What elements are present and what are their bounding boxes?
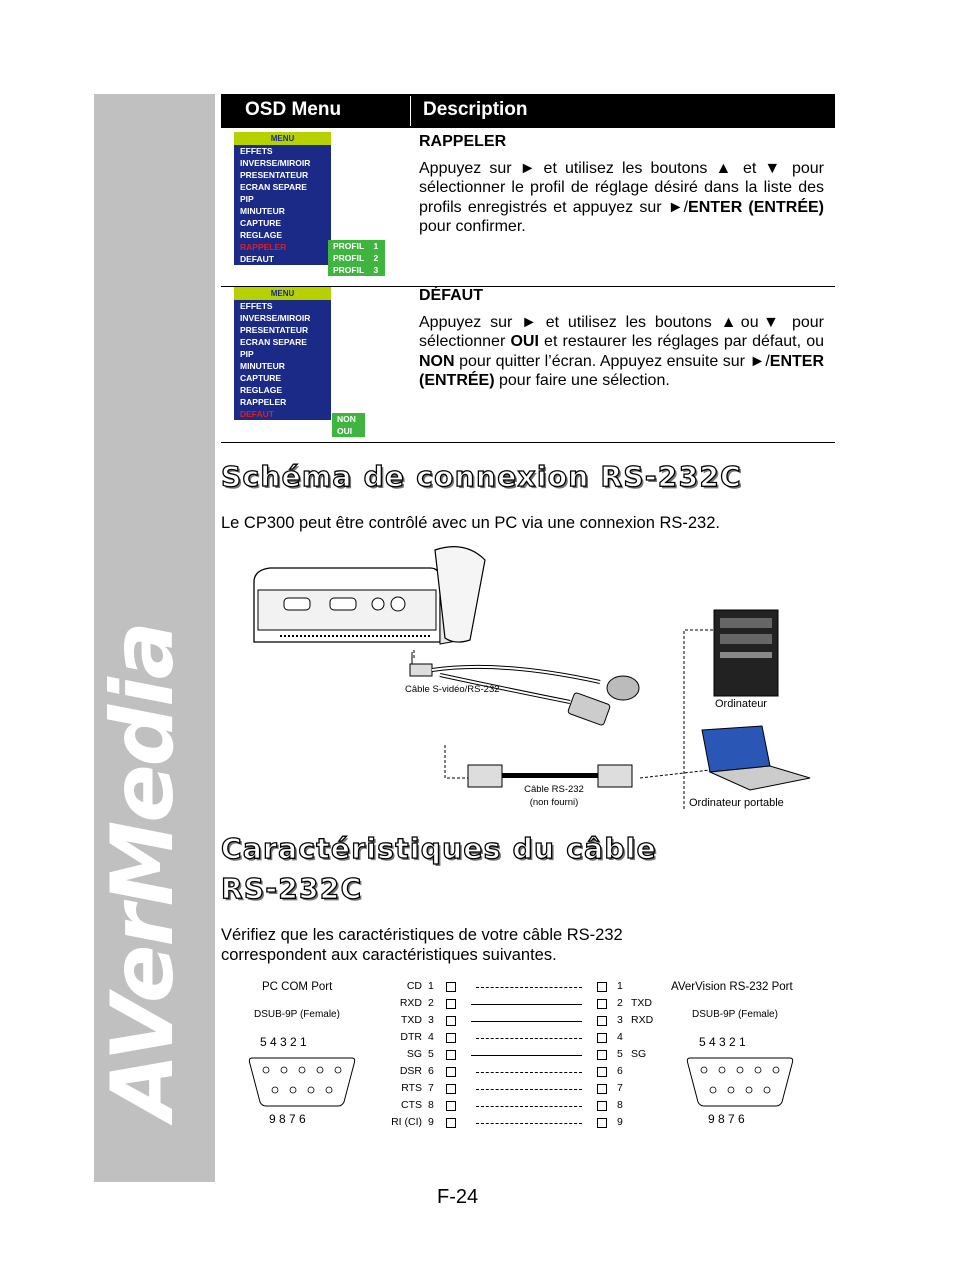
pin-signal-left: RXD <box>399 997 422 1009</box>
label-pc-com-port: PC COM Port <box>262 981 333 993</box>
menu-item: PRESENTATEUR <box>240 325 309 335</box>
label-cable-svideo: Câble S-vidéo/RS-232 <box>405 684 500 695</box>
submenu-item: PROFIL 1 <box>333 241 379 251</box>
pin-row <box>0 1065 700 1082</box>
header-separator <box>410 96 411 126</box>
osd-menu-rappeler <box>234 132 331 265</box>
pin-box-left <box>446 1016 456 1026</box>
pin-box-right <box>597 982 607 992</box>
menu-item: REGLAGE <box>240 230 283 240</box>
pin-row <box>0 1082 700 1099</box>
av-top-pin-numbers: 5 4 3 2 1 <box>699 1035 746 1049</box>
pin-signal-left: DSR <box>399 1065 422 1077</box>
submenu-item: OUI <box>337 426 353 436</box>
desc-title: DÉFAUT <box>419 287 483 304</box>
caracteristiques-intro-1: Vérifiez que les caractéristiques de votre câble RS-232 <box>221 926 623 944</box>
section-title-caracteristiques-2: RS-232C <box>221 872 363 905</box>
menu-item: DEFAUT <box>240 254 274 264</box>
pc-top-pin-numbers: 5 4 3 2 1 <box>260 1035 307 1049</box>
av-db9-connector-icon <box>684 1052 796 1112</box>
pin-wire <box>476 1072 582 1073</box>
pin-signal-left: DTR <box>400 1031 422 1043</box>
pin-signal-right: TXD <box>631 997 652 1009</box>
label-dsub-pc: DSUB-9P (Female) <box>254 1009 340 1020</box>
pin-wire <box>476 1038 582 1039</box>
pin-number-right: 9 <box>617 1116 623 1128</box>
pin-number-left: 4 <box>428 1031 434 1043</box>
pin-row <box>0 1048 700 1065</box>
pin-box-left <box>446 999 456 1009</box>
table-bottom-rule <box>221 442 835 443</box>
label-computer: Ordinateur <box>715 698 767 710</box>
col-osd-menu: OSD Menu <box>245 99 342 120</box>
pin-row <box>0 980 700 997</box>
submenu-profils <box>328 240 385 276</box>
pin-box-right <box>597 1016 607 1026</box>
label-cable-rs232: Câble RS-232 <box>524 784 584 795</box>
pin-number-right: 5 <box>617 1048 623 1060</box>
pin-wire <box>476 1089 582 1090</box>
av-bottom-pin-numbers: 9 8 7 6 <box>708 1112 745 1126</box>
menu-item: DEFAUT <box>240 409 274 419</box>
pin-row <box>0 1116 700 1133</box>
desc-rappeler <box>419 132 824 237</box>
menu-item: PIP <box>240 194 254 204</box>
menu-item: REGLAGE <box>240 385 283 395</box>
pin-signal-left: RI (CI) <box>391 1116 422 1128</box>
pin-signal-right: RXD <box>631 1014 654 1026</box>
label-avervision-port: AVerVision RS-232 Port <box>671 981 793 993</box>
desc-title: RAPPELER <box>419 133 507 150</box>
pin-wire <box>476 1123 582 1124</box>
pin-wire <box>476 1106 582 1107</box>
menu-item: MINUTEUR <box>240 361 285 371</box>
pin-box-left <box>446 1084 456 1094</box>
pin-signal-right: SG <box>631 1048 647 1060</box>
col-description: Description <box>423 99 528 120</box>
menu-item: CAPTURE <box>240 373 282 383</box>
pin-number-left: 1 <box>428 980 434 992</box>
pin-number-right: 3 <box>617 1014 623 1026</box>
pin-number-right: 7 <box>617 1082 623 1094</box>
label-laptop: Ordinateur portable <box>689 797 784 809</box>
label-not-supplied: (non fourni) <box>529 797 579 808</box>
menu-item: INVERSE/MIROIR <box>240 313 311 323</box>
pin-wire <box>471 1021 582 1022</box>
menu-header: MENU <box>234 132 331 145</box>
pin-box-right <box>597 1050 607 1060</box>
submenu-item: NON <box>337 414 356 424</box>
pin-box-right <box>597 999 607 1009</box>
submenu-non-oui <box>332 413 365 437</box>
menu-item: MINUTEUR <box>240 206 285 216</box>
connexion-intro: Le CP300 peut être contrôlé avec un PC via une connexion RS-232. <box>221 514 720 532</box>
label-dsub-av: DSUB-9P (Female) <box>692 1009 778 1020</box>
menu-item: EFFETS <box>240 146 273 156</box>
caracteristiques-intro-2: correspondent aux caractéristiques suivantes. <box>221 946 557 964</box>
pin-wire <box>476 987 582 988</box>
menu-item: PRESENTATEUR <box>240 170 309 180</box>
pin-box-left <box>446 1033 456 1043</box>
menu-item: RAPPELER <box>240 397 287 407</box>
pin-number-right: 6 <box>617 1065 623 1077</box>
pin-box-left <box>446 1101 456 1111</box>
menu-item: ECRAN SEPARE <box>240 337 307 347</box>
pin-number-left: 9 <box>428 1116 434 1128</box>
pin-number-right: 4 <box>617 1031 623 1043</box>
pin-row <box>0 1099 700 1116</box>
menu-item: RAPPELER <box>240 242 287 252</box>
pin-signal-left: TXD <box>401 1014 422 1026</box>
pin-signal-left: RTS <box>401 1082 422 1094</box>
pc-bottom-pin-numbers: 9 8 7 6 <box>269 1112 306 1126</box>
menu-item: EFFETS <box>240 301 273 311</box>
section-title-caracteristiques-1: Caractéristiques du câble <box>221 832 657 865</box>
pin-box-right <box>597 1084 607 1094</box>
pin-number-right: 2 <box>617 997 623 1009</box>
pin-box-right <box>597 1118 607 1128</box>
section-title-connexion: Schéma de connexion RS-232C <box>221 460 742 493</box>
pin-box-left <box>446 1118 456 1128</box>
desc-text: Appuyez sur ► et utilisez les boutons ▲ et ▼ pour sélectionner le profil de réglage désiré dans la liste des profils enregistrés et appuyez sur ►/ENTER (ENTRÉE) pour confirmer. <box>419 159 824 235</box>
desc-defaut <box>419 286 824 391</box>
menu-header: MENU <box>234 287 331 300</box>
pin-number-left: 6 <box>428 1065 434 1077</box>
menu-item: CAPTURE <box>240 218 282 228</box>
pin-row <box>0 997 700 1014</box>
menu-item: PIP <box>240 349 254 359</box>
pin-number-left: 3 <box>428 1014 434 1026</box>
submenu-item: PROFIL 3 <box>333 265 379 275</box>
connection-diagram <box>240 540 830 820</box>
menu-item: INVERSE/MIROIR <box>240 158 311 168</box>
pin-number-left: 2 <box>428 997 434 1009</box>
pin-box-right <box>597 1101 607 1111</box>
pin-row <box>0 1031 700 1048</box>
menu-item: ECRAN SEPARE <box>240 182 307 192</box>
pin-number-right: 1 <box>617 980 623 992</box>
pin-row <box>0 1014 700 1031</box>
pin-number-left: 7 <box>428 1082 434 1094</box>
pin-box-left <box>446 982 456 992</box>
pin-box-left <box>446 1067 456 1077</box>
pin-wire <box>471 1055 582 1056</box>
laptop-screen <box>702 726 770 772</box>
brand-logo: AVerMedia <box>93 623 193 1120</box>
pin-wire <box>471 1004 582 1005</box>
pin-box-right <box>597 1067 607 1077</box>
osd-menu-defaut <box>234 287 331 420</box>
table-header <box>221 94 835 128</box>
pin-signal-left: CTS <box>401 1099 422 1111</box>
pin-signal-left: SG <box>406 1048 422 1060</box>
pin-number-right: 8 <box>617 1099 623 1111</box>
pin-signal-left: CD <box>406 980 422 992</box>
submenu-item: PROFIL 2 <box>333 253 379 263</box>
pin-box-right <box>597 1033 607 1043</box>
pin-box-left <box>446 1050 456 1060</box>
pin-number-left: 5 <box>428 1048 434 1060</box>
page-number: F-24 <box>437 1186 479 1208</box>
pin-number-left: 8 <box>428 1099 434 1111</box>
desc-text: Appuyez sur ► et utilisez les boutons ▲ou▼ pour sélectionner OUI et restaurer les réglages par défaut, ou NON pour quitter l’écran. Appuyez ensuite sur ►/ENTER (ENTRÉE) pour faire une sélection. <box>419 313 825 389</box>
